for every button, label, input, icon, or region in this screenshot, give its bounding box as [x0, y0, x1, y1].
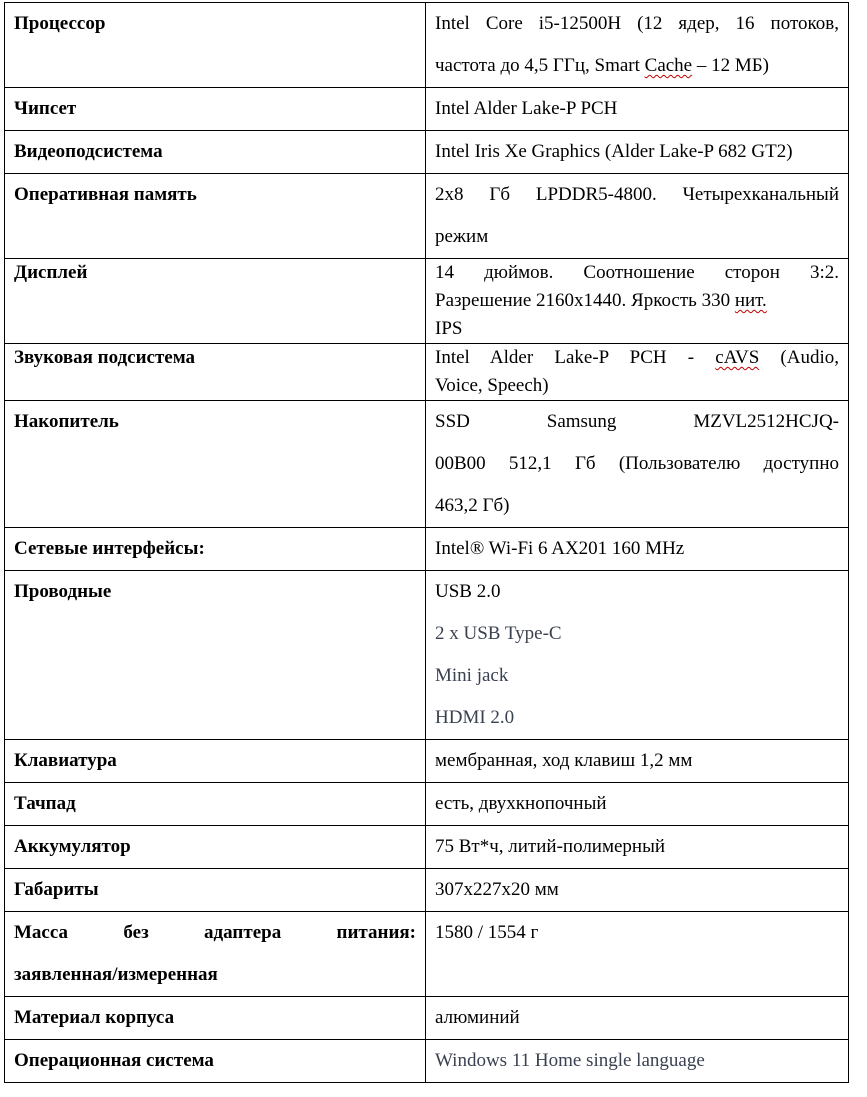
spec-key: Видеоподсистема: [5, 131, 426, 174]
spec-key: Процессор: [5, 3, 426, 88]
spec-value: Intel Alder Lake-P PCH: [426, 88, 849, 131]
table-row: [5, 259, 849, 344]
spec-value: Intel® Wi-Fi 6 AX201 160 MHz: [426, 528, 849, 571]
table-row: [5, 88, 849, 131]
table-row: [5, 912, 849, 997]
table-row: [5, 131, 849, 174]
spellcheck-word: Cache: [644, 55, 693, 76]
table-row: [5, 826, 849, 869]
spec-value: 14 дюймов. Соотношение сторон 3:2. Разрешение 2160x1440. Яркость 330 нит. IPS: [426, 259, 849, 344]
spec-key: Габариты: [5, 869, 426, 912]
spec-value: Intel Iris Xe Graphics (Alder Lake-P 682 GT2): [426, 131, 849, 174]
spec-value: Intel Core i5-12500H (12 ядер, 16 потоков, частота до 4,5 ГГц, Smart Cache – 12 МБ): [426, 3, 849, 88]
table-row: [5, 528, 849, 571]
table-row: [5, 344, 849, 401]
spec-key: Дисплей: [5, 259, 426, 344]
spec-value: SSD Samsung MZVL2512HCJQ- 00B00 512,1 Гб (Пользователю доступно 463,2 Гб): [426, 401, 849, 528]
spec-key: Аккумулятор: [5, 826, 426, 869]
spec-key: Оперативная память: [5, 174, 426, 259]
spec-value: Windows 11 Home single language: [426, 1040, 849, 1083]
spec-value: 1580 / 1554 г: [426, 912, 849, 997]
spec-value: мембранная, ход клавиш 1,2 мм: [426, 740, 849, 783]
spec-key: Чипсет: [5, 88, 426, 131]
spec-value: USB 2.0 2 x USB Type-C Mini jack HDMI 2.0: [426, 571, 849, 740]
spec-value: Intel Alder Lake-P PCH - cAVS (Audio, Voice, Speech): [426, 344, 849, 401]
table-row: [5, 401, 849, 528]
table-row: [5, 174, 849, 259]
spec-key: Материал корпуса: [5, 997, 426, 1040]
spec-key: Операционная система: [5, 1040, 426, 1083]
spec-value: 75 Вт*ч, литий-полимерный: [426, 826, 849, 869]
spec-key: Сетевые интерфейсы:: [5, 528, 426, 571]
table-row: [5, 3, 849, 88]
spec-key: Накопитель: [5, 401, 426, 528]
table-row: [5, 1040, 849, 1083]
specs-table: [4, 2, 849, 1083]
spec-value: 2x8 Гб LPDDR5-4800. Четырехканальный режим: [426, 174, 849, 259]
table-row: [5, 783, 849, 826]
spec-value: алюминий: [426, 997, 849, 1040]
table-row: [5, 869, 849, 912]
spec-key: Проводные: [5, 571, 426, 740]
table-row: [5, 997, 849, 1040]
spec-value: есть, двухкнопочный: [426, 783, 849, 826]
spellcheck-word: cAVS: [715, 347, 760, 368]
spec-value: 307x227x20 мм: [426, 869, 849, 912]
table-row: [5, 571, 849, 740]
spellcheck-word: нит.: [734, 290, 767, 311]
table-row: [5, 740, 849, 783]
spec-key: Масса без адаптера питания: заявленная/измеренная: [5, 912, 426, 997]
spec-key: Тачпад: [5, 783, 426, 826]
spec-key: Звуковая подсистема: [5, 344, 426, 401]
spec-key: Клавиатура: [5, 740, 426, 783]
